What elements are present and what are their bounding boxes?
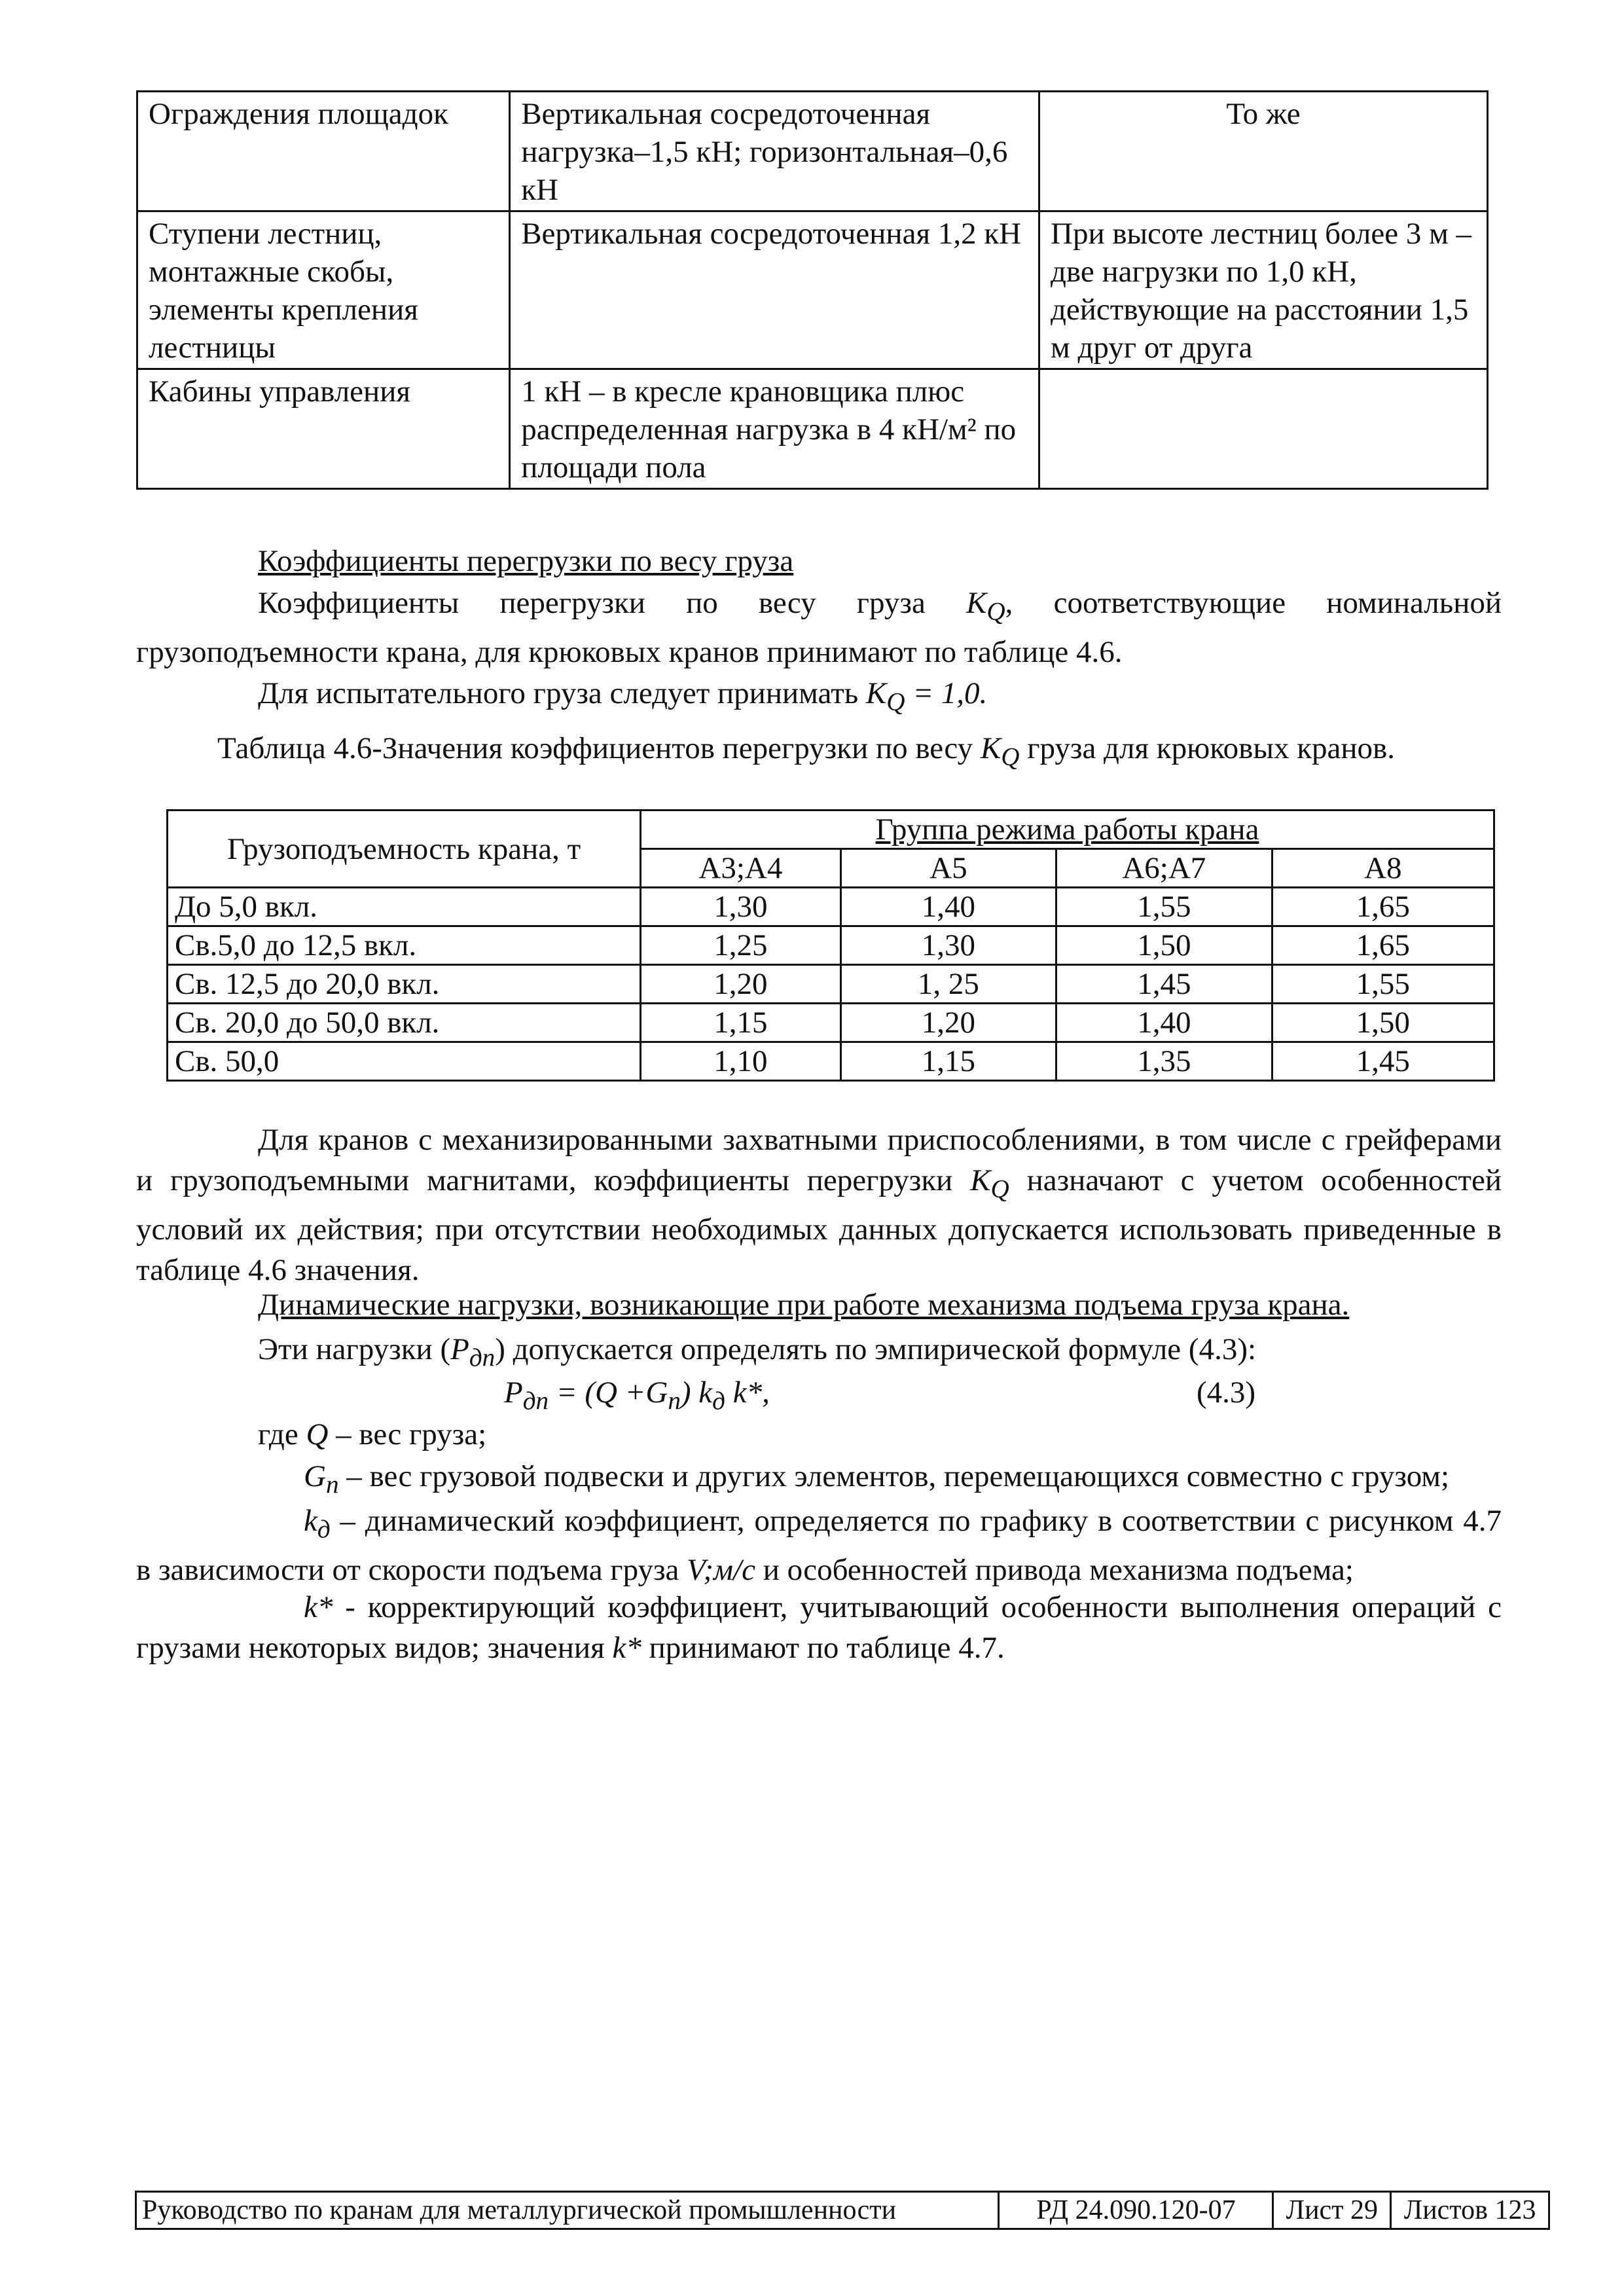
paragraph (136, 1120, 1502, 1290)
symbol: V;м/с (687, 1553, 755, 1588)
formula-number: (4.3) (1197, 1376, 1256, 1410)
text: = 1,0. (905, 676, 988, 710)
table-cell: 1,10 (641, 1042, 841, 1081)
table-cell: 1,65 (1272, 926, 1494, 965)
table-cell: 1,35 (1056, 1042, 1272, 1081)
table-cell: Ограждения площадок (137, 92, 510, 211)
text: груза для крюковых кранов. (1019, 731, 1395, 765)
table-row (137, 369, 1488, 489)
table-cell: При высоте лестниц более 3 м – две нагрузки по 1,0 кН, действующие на расстоянии 1,5 м друг от друга (1039, 211, 1488, 369)
text: Эти нагрузки ( (258, 1332, 451, 1366)
row-label: Св.5,0 до 12,5 вкл. (168, 926, 641, 965)
symbol-sub: Q (886, 687, 905, 716)
table-row (168, 888, 1494, 926)
text: Для кранов с механизированными захватными приспособлениями, в том числе с грейферами и грузоподъемными магнитами, коэффициенты перегрузки (136, 1123, 1502, 1197)
footer-stamp (135, 2191, 1550, 2230)
table-cell (1039, 369, 1488, 489)
symbol: G (304, 1459, 326, 1493)
table-row (136, 2192, 1549, 2229)
symbol: K (980, 731, 1001, 765)
text: , соответствующие номинальной грузоподъемности крана, для крюковых кранов принимают по таблице 4.6. (136, 586, 1502, 670)
table-row (137, 92, 1488, 211)
paragraph (136, 1587, 1502, 1668)
symbol: k* (612, 1631, 641, 1665)
table-cell: 1,45 (1056, 965, 1272, 1004)
column-header: А3;А4 (641, 849, 841, 888)
table-cell: 1,30 (641, 888, 841, 926)
table-cell: 1,65 (1272, 888, 1494, 926)
text: и особенностей привода механизма подъема; (755, 1553, 1354, 1588)
paragraph (258, 1414, 1502, 1455)
footer-code: РД 24.090.120-07 (999, 2192, 1273, 2229)
heading-text: Динамические нагрузки, возникающие при работе механизма подъема груза крана. (258, 1288, 1350, 1322)
table-cell: 1,50 (1056, 926, 1272, 965)
text: - корректирующий коэффициент, учитывающий особенности выполнения операций с грузами некоторых видов; значения (136, 1590, 1502, 1665)
symbol: K (865, 676, 887, 710)
table-cell: Кабины управления (137, 369, 510, 489)
table-cell: 1,55 (1056, 888, 1272, 926)
row-label: Св. 20,0 до 50,0 вкл. (168, 1004, 641, 1042)
formula-text: = (Q +G (549, 1376, 668, 1410)
paragraph (136, 1501, 1502, 1590)
table-row (168, 1004, 1494, 1042)
row-label: Св. 12,5 до 20,0 вкл. (168, 965, 641, 1004)
symbol: K (966, 586, 987, 620)
paragraph (258, 673, 1502, 722)
text: ) допускается определять по эмпирической формуле (4.3): (495, 1332, 1257, 1366)
table-cell: То же (1039, 92, 1488, 211)
symbol-sub: Q (1001, 742, 1020, 771)
symbol-sub: п (325, 1470, 339, 1499)
paragraph (136, 583, 1502, 672)
symbol: P (450, 1332, 469, 1366)
symbol-sub: д (317, 1515, 331, 1544)
symbol: Q (306, 1417, 329, 1451)
table-cell: 1, 25 (840, 965, 1056, 1004)
table-caption (217, 728, 1448, 777)
table-cell: 1,20 (840, 1004, 1056, 1042)
text: назначают с учетом особенностей условий их действия; при отсутствии необходимых данных допускается использовать приведенные в таблице 4.6 значения. (136, 1163, 1502, 1288)
symbol-sub: Q (986, 597, 1005, 626)
footer-title: Руководство по кранам для металлургической промышленности (136, 2192, 999, 2229)
table-cell: 1,45 (1272, 1042, 1494, 1081)
text: – динамический коэффициент, определяется по графику в соответствии с рисунком 4.7 в зависимости от скорости подъема груза (136, 1504, 1502, 1588)
table-cell: 1,15 (641, 1004, 841, 1042)
symbol-sub: п (668, 1387, 681, 1415)
text: Для испытательного груза следует принимать (258, 676, 866, 710)
text: где (258, 1417, 306, 1451)
table-cell: 1,55 (1272, 965, 1494, 1004)
symbol-sub: Q (990, 1175, 1009, 1203)
text: – вес груза; (328, 1417, 487, 1451)
symbol: P (504, 1376, 523, 1410)
heading-text: Коэффициенты перегрузки по весу груза (258, 544, 794, 578)
footer-sheet: Лист 29 (1273, 2192, 1391, 2229)
symbol-sub: д (712, 1387, 725, 1415)
overload-table (166, 809, 1495, 1082)
table-cell: 1 кН – в кресле крановщика плюс распределенная нагрузка в 4 кН/м² по площади пола (510, 369, 1039, 489)
table-cell: 1,20 (641, 965, 841, 1004)
loads-table (136, 90, 1489, 490)
text: принимают по таблице 4.7. (641, 1631, 1005, 1665)
text: – вес грузовой подвески и других элементов, перемещающихся совместно с грузом; (338, 1459, 1450, 1493)
table-cell: 1,40 (840, 888, 1056, 926)
formula-text: k*, (725, 1376, 770, 1410)
symbol: k* (304, 1590, 333, 1624)
text: Таблица 4.6-Значения коэффициентов перегрузки по весу (217, 731, 981, 765)
formula-text: ) k (680, 1376, 713, 1410)
table-row (168, 1042, 1494, 1081)
table-cell: 1,40 (1056, 1004, 1272, 1042)
symbol: k (304, 1504, 317, 1538)
symbol: K (970, 1163, 991, 1197)
group-header (641, 811, 1494, 849)
column-header: А6;А7 (1056, 849, 1272, 888)
table-cell: 1,15 (840, 1042, 1056, 1081)
table-cell: Вертикальная сосредоточенная 1,2 кН (510, 211, 1039, 369)
paragraph (304, 1456, 1502, 1505)
row-label: Св. 50,0 (168, 1042, 641, 1081)
table-cell: Вертикальная сосредоточенная нагрузка–1,5 кН; горизонтальная–0,6 кН (510, 92, 1039, 211)
table-cell: 1,50 (1272, 1004, 1494, 1042)
section-heading (258, 541, 1502, 581)
symbol-sub: дп (522, 1387, 549, 1415)
table-row (137, 211, 1488, 369)
table-cell: 1,25 (641, 926, 841, 965)
paragraph (258, 1329, 1502, 1378)
row-label: До 5,0 вкл. (168, 888, 641, 926)
symbol-sub: дп (469, 1343, 496, 1372)
column-header: Грузоподъемность крана, т (168, 811, 641, 888)
table-row (168, 926, 1494, 965)
group-header-text: Группа режима работы крана (875, 812, 1259, 847)
text: Коэффициенты перегрузки по весу груза (258, 586, 967, 620)
table-cell: Ступени лестниц, монтажные скобы, элементы крепления лестницы (137, 211, 510, 369)
table-cell: 1,30 (840, 926, 1056, 965)
column-header: А8 (1272, 849, 1494, 888)
footer-sheets: Листов 123 (1391, 2192, 1549, 2229)
table-row (168, 965, 1494, 1004)
column-header: А5 (840, 849, 1056, 888)
section-heading (258, 1285, 1502, 1325)
table-header-row (168, 811, 1494, 849)
